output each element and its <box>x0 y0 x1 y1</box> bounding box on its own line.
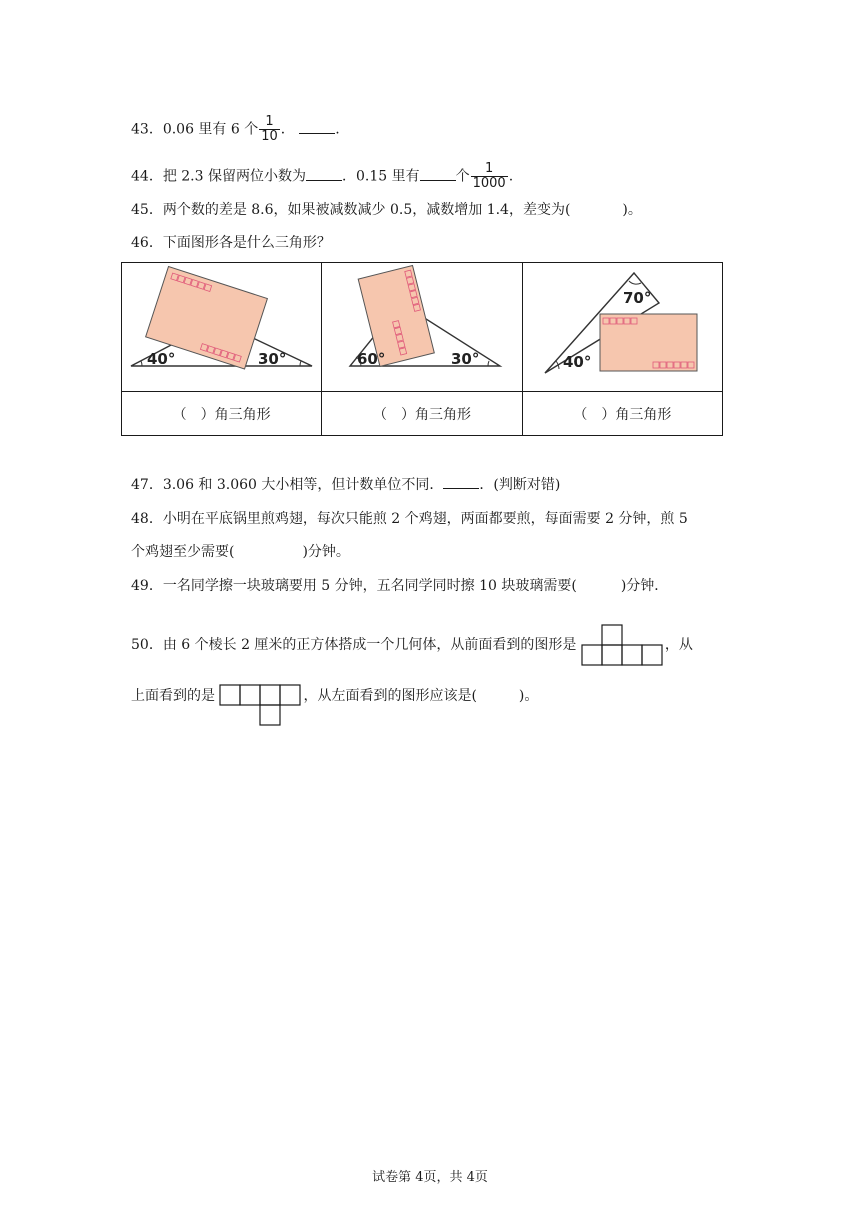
triangle-table <box>121 262 723 436</box>
angle-label: 30° <box>258 350 287 368</box>
answer-blank[interactable] <box>306 166 342 181</box>
page-footer: 试卷第 4页，共 4页 <box>372 1170 488 1185</box>
question-50-line-2: 上面看到的是 ，从左面看到的图形应该是( )。 <box>131 684 538 726</box>
triangle-figure-2 <box>323 263 521 387</box>
figure-cell-1 <box>122 263 322 392</box>
fraction-1-10: $\frac{1}{10}$ <box>261 114 278 144</box>
question-50-line-1: 50．由 6 个棱长 2 厘米的正方体搭成一个几何体，从前面看到的图形是 ，从 <box>131 624 693 666</box>
angle-label: 70° <box>623 289 652 307</box>
triangle-figure-3 <box>523 263 721 387</box>
angle-label: 30° <box>450 350 480 368</box>
question-45: 45．两个数的差是 8.6，如果被减数减少 0.5，减数增加 1.4，差变为( )。 <box>131 202 642 218</box>
question-49: 49．一名同学擦一块玻璃要用 5 分钟，五名同学同时擦 10 块玻璃需要( )分钟． <box>131 578 669 594</box>
question-44: 44．把 2.3 保留两位小数为 ．0.15 里有 个 $\frac{1}{1000}$ . <box>131 161 514 191</box>
question-48-line-1: 48．小明在平底锅里煎鸡翅，每次只能煎 2 个鸡翅，两面都要煎，每面需要 2 分钟，煎 5 <box>131 511 688 527</box>
figure-cell-2 <box>322 263 522 392</box>
top-view-figure <box>219 684 303 726</box>
question-43: 43．0.06 里有 6 个 $\frac{1}{10}$ ． . <box>131 114 340 144</box>
triangle-answer-2[interactable]: （ ）角三角形 <box>322 392 522 436</box>
question-48-line-2: 个鸡翅至少需要( )分钟。 <box>131 544 350 560</box>
q43-text: 43．0.06 里有 6 个 <box>131 121 259 138</box>
answer-blank[interactable] <box>420 166 456 181</box>
question-47: 47．3.06 和 3.060 大小相等，但计数单位不同． ．(判断对错) <box>131 474 560 495</box>
fraction-1-1000: $\frac{1}{1000}$ <box>472 161 506 191</box>
figure-cell-3 <box>522 263 722 392</box>
answer-blank[interactable] <box>443 474 479 489</box>
angle-label: 40° <box>147 350 176 368</box>
triangle-answer-3[interactable]: （ ）角三角形 <box>522 392 722 436</box>
angle-label: 60° <box>356 350 386 368</box>
triangle-answer-1[interactable]: （ ）角三角形 <box>122 392 322 436</box>
angle-label: 40° <box>563 353 592 371</box>
answer-blank[interactable] <box>299 119 335 134</box>
triangle-figure-1 <box>122 263 322 387</box>
question-46: 46．下面图形各是什么三角形？ <box>131 235 331 251</box>
front-view-figure <box>581 624 665 666</box>
